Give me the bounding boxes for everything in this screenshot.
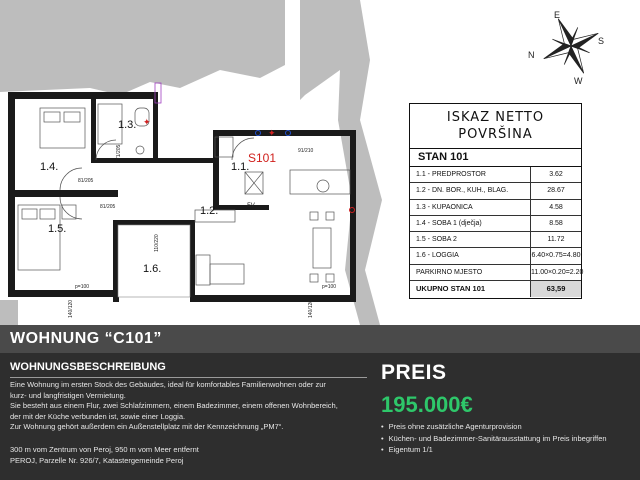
- area-table-unit: STAN 101: [410, 149, 581, 167]
- table-row: [410, 216, 581, 232]
- dim-label: 140/120: [68, 299, 74, 318]
- svg-text:✦: ✦: [143, 118, 151, 128]
- table-row: [410, 265, 584, 281]
- total-value: 63,59: [531, 281, 581, 297]
- dim-label: 81/205: [100, 204, 116, 210]
- terrain-left: [0, 0, 285, 95]
- svg-text:EV: EV: [247, 202, 255, 209]
- total-label: UKUPNO STAN 101: [410, 281, 531, 297]
- location-text: [10, 445, 199, 466]
- room-label-1-5: 1.5.: [48, 223, 67, 235]
- price-value: 195.000€: [381, 392, 473, 417]
- table-row: [410, 200, 581, 216]
- table-row: [410, 167, 581, 183]
- description-text: [10, 380, 370, 433]
- location-line: 300 m vom Zentrum von Peroj, 950 m vom Meer entfernt: [10, 445, 199, 454]
- area-table: [409, 103, 582, 299]
- dim-label: p=100: [322, 284, 337, 290]
- area-table-title-line2: POVRŠINA: [458, 127, 533, 142]
- row-value: 6.40×0.75=4.80: [531, 252, 581, 260]
- room-label-1-6: 1.6.: [143, 263, 162, 275]
- table-row: [410, 183, 581, 199]
- compass-south: S: [598, 36, 605, 46]
- location-line: PEROJ, Parzelle Nr. 926/7, Katastergemeinde Peroj: [10, 455, 184, 465]
- area-table-title-line1: ISKAZ NETTO: [446, 110, 545, 125]
- row-label: 1.4 - SOBA 1 (dječja): [410, 216, 531, 231]
- room-label-1-2: 1.2.: [200, 205, 219, 217]
- description-heading: WOHNUNGSBESCHREIBUNG: [10, 361, 166, 373]
- heading-divider: [10, 377, 367, 378]
- row-value: 28.67: [547, 187, 565, 195]
- row-label: 1.6 - LOGGIA: [410, 248, 531, 263]
- description-line: Eine Wohnung im ersten Stock des Gebäudes, ideal für komfortables Familienwohnen oder zur: [10, 380, 326, 389]
- compass-rose-icon: [526, 6, 616, 86]
- compass-north: N: [528, 50, 535, 60]
- row-value: 3.62: [549, 171, 563, 178]
- dim-label: p=100: [75, 284, 90, 290]
- row-label: 1.5 - SOBA 2: [410, 232, 531, 247]
- room-label-1-1: 1.1.: [231, 161, 250, 173]
- description-line: kurz- und langfristigen Vermietung.: [10, 390, 126, 400]
- dim-label: 81/205: [78, 178, 94, 184]
- room-label-1-4: 1.4.: [40, 161, 59, 173]
- description-line: der mit der Küche verbunden ist, sowie einer Loggia.: [10, 411, 186, 421]
- row-label: 1.1 - PREDPROSTOR: [410, 167, 531, 182]
- row-value: 11.72: [547, 236, 565, 244]
- dim-label: 140/120: [308, 299, 314, 318]
- table-row: [410, 248, 581, 264]
- table-total-row: [410, 281, 581, 297]
- unit-label: S101: [248, 151, 277, 165]
- page-title: WOHNUNG “C101”: [10, 330, 162, 347]
- info-panel: [0, 353, 640, 480]
- row-value: 8.58: [549, 219, 563, 227]
- svg-text:✦: ✦: [268, 129, 276, 139]
- description-line: Sie besteht aus einem Flur, zwei Schlafzimmern, einem Badezimmer, einem offenen Wohnbereich,: [10, 401, 338, 411]
- price-notes: [381, 421, 640, 456]
- row-value: 4.58: [549, 203, 563, 211]
- price-note: • Küchen- und Badezimmer-Sanitärausstattung im Preis inbegriffen: [381, 433, 640, 445]
- price-label: PREIS: [381, 361, 447, 384]
- dim-label: 110/220: [154, 234, 160, 252]
- row-label: 1.2 - DN. BOR., KUH., BLAG.: [410, 183, 531, 198]
- area-table-title: [410, 104, 581, 149]
- compass-east: E: [554, 10, 561, 20]
- title-band: [0, 325, 640, 353]
- dim-label: 71/205: [116, 144, 122, 160]
- dim-label: 91/210: [298, 148, 314, 154]
- price-note: • Eigentum 1/1: [381, 444, 640, 456]
- table-row: [410, 232, 581, 248]
- terrain-right: [300, 0, 382, 325]
- row-label: PARKIRNO MJESTO: [410, 265, 531, 280]
- row-value: 11.00×0.20=2.20: [531, 268, 584, 276]
- description-line: Zur Wohnung gehört außerdem ein Außenstellplatz mit der Kennzeichnung „PM7“.: [10, 422, 284, 432]
- room-label-1-3: 1.3.: [118, 119, 137, 131]
- row-label: 1.3 - KUPAONICA: [410, 200, 531, 215]
- compass-west: W: [574, 76, 583, 86]
- price-note: • Preis ohne zusätzliche Agenturprovision: [381, 421, 640, 433]
